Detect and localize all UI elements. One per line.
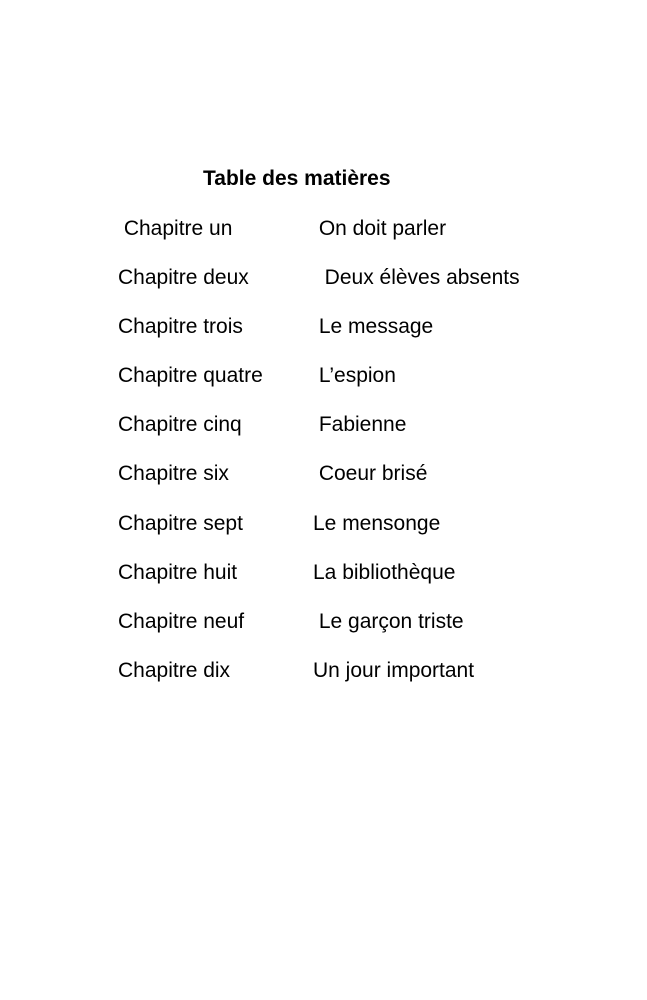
toc-row <box>118 204 598 253</box>
toc-row <box>118 499 598 548</box>
chapter-label: Chapitre un <box>118 217 233 240</box>
chapter-title: La bibliothèque <box>313 560 456 584</box>
chapter-title: Fabienne <box>313 413 407 437</box>
chapter-title: Coeur brisé <box>313 462 428 486</box>
chapter-title: L’espion <box>313 364 396 388</box>
chapter-title: Un jour important <box>313 658 475 682</box>
chapter-label: Chapitre six <box>118 462 229 486</box>
chapter-title: Le mensonge <box>313 511 441 535</box>
toc-row <box>118 351 598 400</box>
toc-row <box>118 253 598 302</box>
toc-row <box>118 302 598 351</box>
chapter-title: Le message <box>313 315 434 339</box>
chapter-label: Chapitre huit <box>118 560 238 584</box>
toc-row <box>118 597 598 646</box>
chapter-label: Chapitre trois <box>118 315 243 339</box>
chapter-label: Chapitre dix <box>118 658 231 682</box>
toc-row <box>118 400 598 449</box>
chapter-title: Deux élèves absents <box>313 266 520 290</box>
toc-row <box>118 548 598 597</box>
toc-row <box>118 449 598 498</box>
page-title: Table des matières <box>203 167 391 190</box>
chapter-label: Chapitre deux <box>118 266 249 290</box>
chapter-title: On doit parler <box>313 217 447 240</box>
chapter-label: Chapitre quatre <box>118 364 263 388</box>
chapter-label: Chapitre sept <box>118 511 243 535</box>
toc-row <box>118 646 598 695</box>
toc-list <box>118 204 598 695</box>
chapter-label: Chapitre cinq <box>118 413 242 437</box>
chapter-label: Chapitre neuf <box>118 609 245 633</box>
chapter-title: Le garçon triste <box>313 609 464 633</box>
